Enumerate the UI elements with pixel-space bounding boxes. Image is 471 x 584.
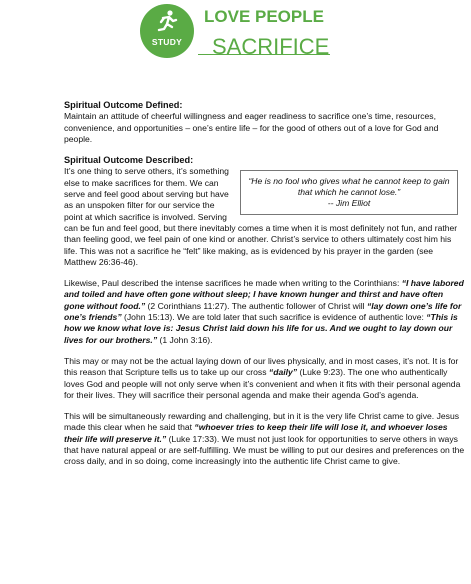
- paragraph-4: This will be simultaneously rewarding and challenging, but in it is the very life Christ came to give. Jesus made this clear when he said that “whoever tries to keep their life will lose it, and whoever loses their life will preserve it.” (Luke 17:33). We must not just look for opportunities to serve others in ways that have natural appeal or are self-fulfilling. We must be willing to put our desires and preferences on the cross daily, and in so doing, come increasingly into the authentic life Christ came to give.: [64, 411, 465, 467]
- paragraph-2: Likewise, Paul described the intense sacrifices he made when writing to the Corinthians: “I have labored and toiled and have often gone without sleep; I have known hunger and thirst and have often gone without food.” (2 Corinthians 11:27). The authentic follower of Christ will “lay down one’s life for one’s friends” (John 15:13). We are told later that such sacrifice is evidence of authentic love: “This is how we know what love is: Jesus Christ laid down his life for us. And we ought to lay down our lives for our brothers.” (1 John 3:16).: [64, 278, 464, 345]
- paragraph-3: This may or may not be the actual laying down of our lives physically, and in most cases, it’s not. It is for this reason that Scripture tells us to take up our cross “daily” (Luke 9:23). The one who authentically loves God and people will not only serve when it’s convenient and when it fits with their personal agenda for their lives. They will sacrifice their personal agenda and make their agenda God’s agenda.: [64, 355, 461, 400]
- quote-text: “He is no fool who gives what he cannot keep to gain that which he cannot lose.”: [248, 176, 450, 198]
- heading-outcome-described: Spiritual Outcome Described:: [64, 155, 194, 166]
- title-sacrifice: SACRIFICE: [212, 34, 330, 59]
- page-header: [140, 4, 380, 70]
- study-badge: [140, 4, 194, 58]
- jim-elliot-quote-box: [240, 170, 458, 215]
- outcome-defined-text: Maintain an attitude of cheerful willingness and eager readiness to sacrifice one’s time, resources, convenience, and opportunities – one’s entire life – for the good of others out of a love for God and people.: [64, 111, 439, 144]
- heading-outcome-defined: Spiritual Outcome Defined:: [64, 100, 183, 110]
- document-body: [64, 100, 466, 478]
- paragraph-1: It’s one thing to serve others, it’s something else to make sacrifices for them. We can serve and feel good about serving but have as an unspoken filter for our service the point at which sacrifice is involved. Serving can be fun and feel good, but there inevitably comes a time when it is most definitely not fun, and rather than feeling good, we feel pain of one kind or another. Christ’s service to others ultimately cost him his life. This was not a sacrifice he “felt” like making, as is evidenced by his prayer in the garden (see Matthew 26:36-46).: [64, 166, 458, 267]
- title-love-people: LOVE PEOPLE: [204, 7, 324, 26]
- running-figure-icon: [154, 9, 180, 35]
- quote-author: -- Jim Elliot: [327, 198, 371, 209]
- paragraph-1-wrap: [64, 166, 466, 278]
- badge-label: STUDY: [151, 37, 183, 47]
